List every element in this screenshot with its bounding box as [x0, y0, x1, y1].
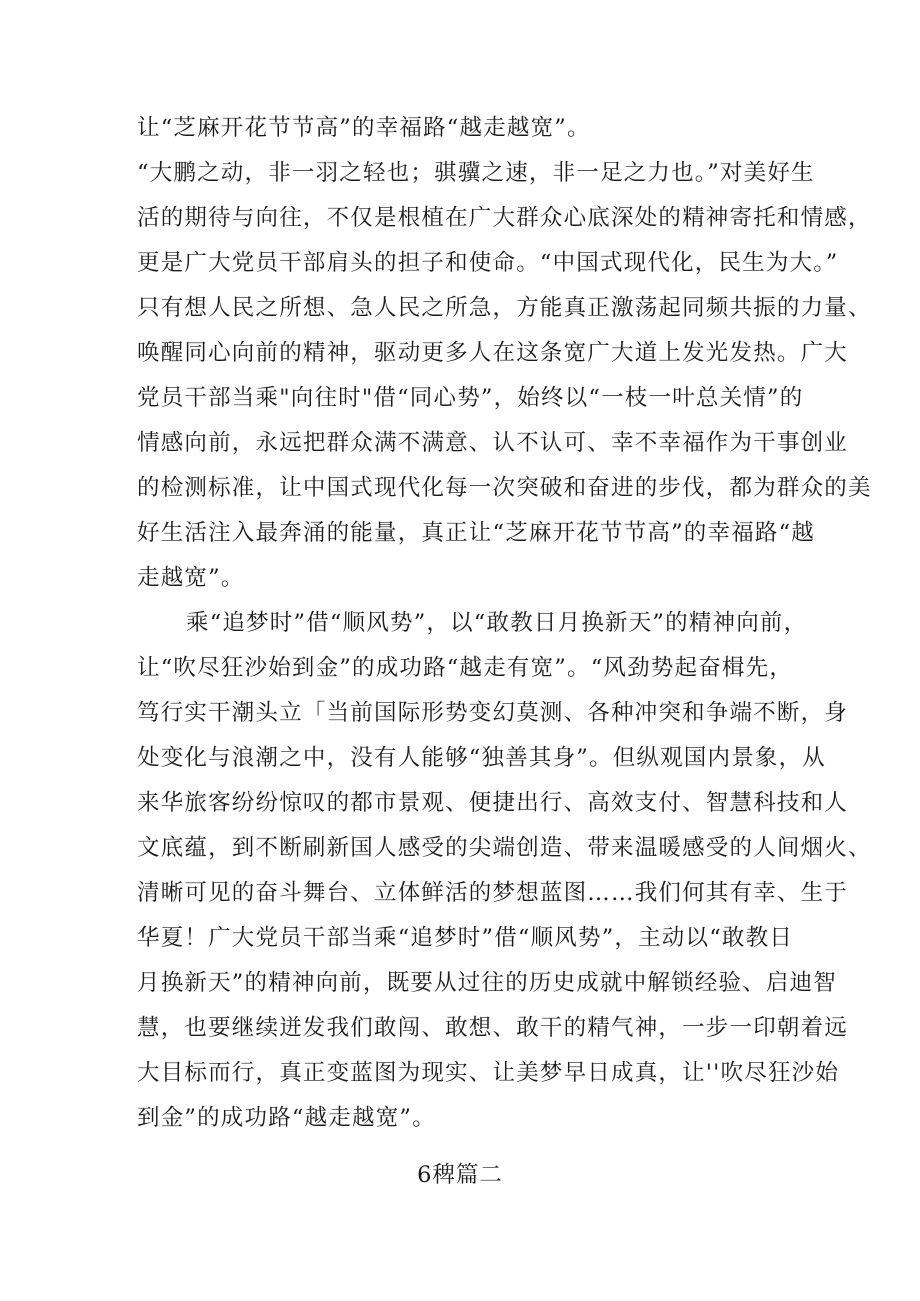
section-heading: 6稗篇二 — [417, 1162, 503, 1188]
text-line: 走越宽”。 — [137, 565, 245, 591]
text-line: 活的期待与向往，不仅是根植在广大群众心底深处的精神寄托和情感， — [137, 205, 872, 231]
text-line: 让“芝麻开花节节高”的幸福路“越走越宽”。 — [137, 115, 591, 141]
text-line: 华夏！广大党员干部当乘“追梦时”借“顺风势”，主动以“敢教日 — [137, 925, 794, 951]
text-line: 文底蕴，到不断刷新国人感受的尖端创造、带来温暖感受的人间烟火、 — [137, 835, 872, 861]
text-line: 好生活注入最奔涌的能量，真正让“芝麻开花节节高”的幸福路“越 — [137, 520, 816, 546]
text-line: 处变化与浪潮之中，没有人能够“独善其身”。但纵观国内景象，从 — [137, 745, 827, 771]
text-line: 月换新天”的精神向前，既要从过往的历史成就中解锁经验、启迪智 — [137, 970, 838, 996]
text-line: 的检测标准，让中国式现代化每一次突破和奋进的步伐，都为群众的美 — [137, 475, 872, 501]
text-line: 慧，也要继续迸发我们敢闯、敢想、敢干的精气神，一步一印朝着远 — [137, 1015, 849, 1041]
text-line: 党员干部当乘"向往时"借“同心势”，始终以“一枝一叶总关情”的 — [137, 385, 804, 411]
text-line: 到金”的成功路“越走越宽”。 — [137, 1105, 436, 1131]
text-line: 更是广大党员干部肩头的担子和使命。“中国式现代化，民生为大。” — [137, 250, 839, 276]
paragraph-first-line: 乘“追梦时”借“顺风势”，以“敢教日月换新天”的精神向前， — [186, 610, 808, 636]
text-line: 来华旅客纷纷惊叹的都市景观、便捷出行、高效支付、智慧科技和人 — [137, 790, 849, 816]
text-line: 唤醒同心向前的精神，驱动更多人在这条宽广大道上发光发热。广大 — [137, 340, 849, 366]
text-line: 只有想人民之所想、急人民之所急，方能真正激荡起同频共振的力量、 — [137, 295, 872, 321]
text-line: 让“吹尽狂沙始到金”的成功路“越走有宽”。“风劲势起奋楫先， — [137, 655, 794, 681]
text-line: “大鹏之动，非一羽之轻也；骐骥之速，非一足之力也。”对美好生 — [137, 160, 815, 186]
text-line: 大目标而行，真正变蓝图为现实、让美梦早日成真，让''吹尽狂沙始 — [137, 1060, 840, 1086]
text-line: 笃行实干潮头立「当前国际形势变幻莫测、各种冲突和争端不断，身 — [137, 700, 849, 726]
text-line: 情感向前，永远把群众满不满意、认不认可、幸不幸福作为干事创业 — [137, 430, 849, 456]
text-line: 清晰可见的奋斗舞台、立体鲜活的梦想蓝图……我们何其有幸、生于 — [137, 880, 849, 906]
